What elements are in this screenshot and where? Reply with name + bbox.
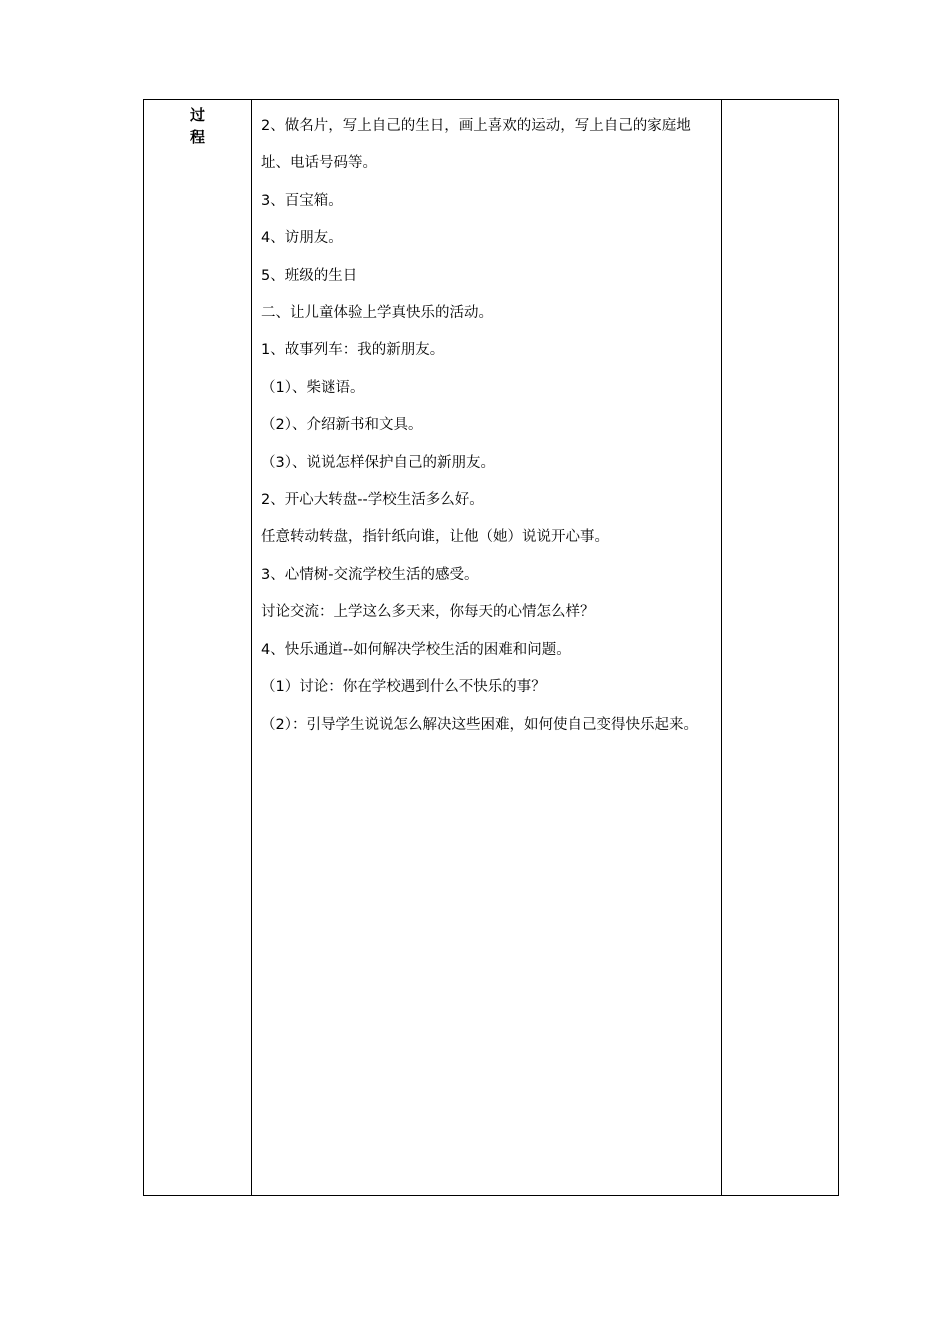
content-line: 3、心情树-交流学校生活的感受。 [261, 566, 479, 583]
content-body [252, 100, 721, 744]
content-line: 4、快乐通道--如何解决学校生活的困难和问题。 [261, 641, 571, 658]
content-line: （2）：引导学生说说怎么解决这些困难，如何使自己变得快乐起来。 [261, 716, 698, 733]
content-line: 讨论交流：上学这么多天来，你每天的心情怎么样？ [261, 604, 595, 621]
content-line: 4、访朋友。 [261, 230, 343, 247]
content-line: 任意转动转盘，指针纸向谁，让他（她）说说开心事。 [261, 529, 609, 546]
content-line: （2）、介绍新书和文具。 [261, 417, 423, 434]
content-line: （1）讨论：你在学校遇到什么不快乐的事？ [261, 679, 546, 696]
content-line: 二、让儿童体验上学真快乐的活动。 [261, 305, 493, 322]
content-line: （3）、说说怎样保护自己的新朋友。 [261, 454, 495, 471]
content-line: 3、百宝箱。 [261, 192, 343, 209]
row-label-cell [144, 100, 252, 1196]
content-line: 5、班级的生日 [261, 267, 358, 284]
note-cell [722, 100, 839, 1196]
table-row [144, 100, 839, 1196]
content-line: 2、做名片，写上自己的生日，画上喜欢的运动，写上自己的家庭地址、电话号码等。 [261, 118, 691, 172]
content-line: 1、故事列车：我的新朋友。 [261, 342, 445, 359]
content-line: 2、开心大转盘--学校生活多么好。 [261, 492, 484, 509]
row-label: 过程 [190, 106, 206, 146]
lesson-plan-table [143, 99, 839, 1196]
content-line: （1）、柴谜语。 [261, 379, 365, 396]
content-cell [252, 100, 722, 1196]
